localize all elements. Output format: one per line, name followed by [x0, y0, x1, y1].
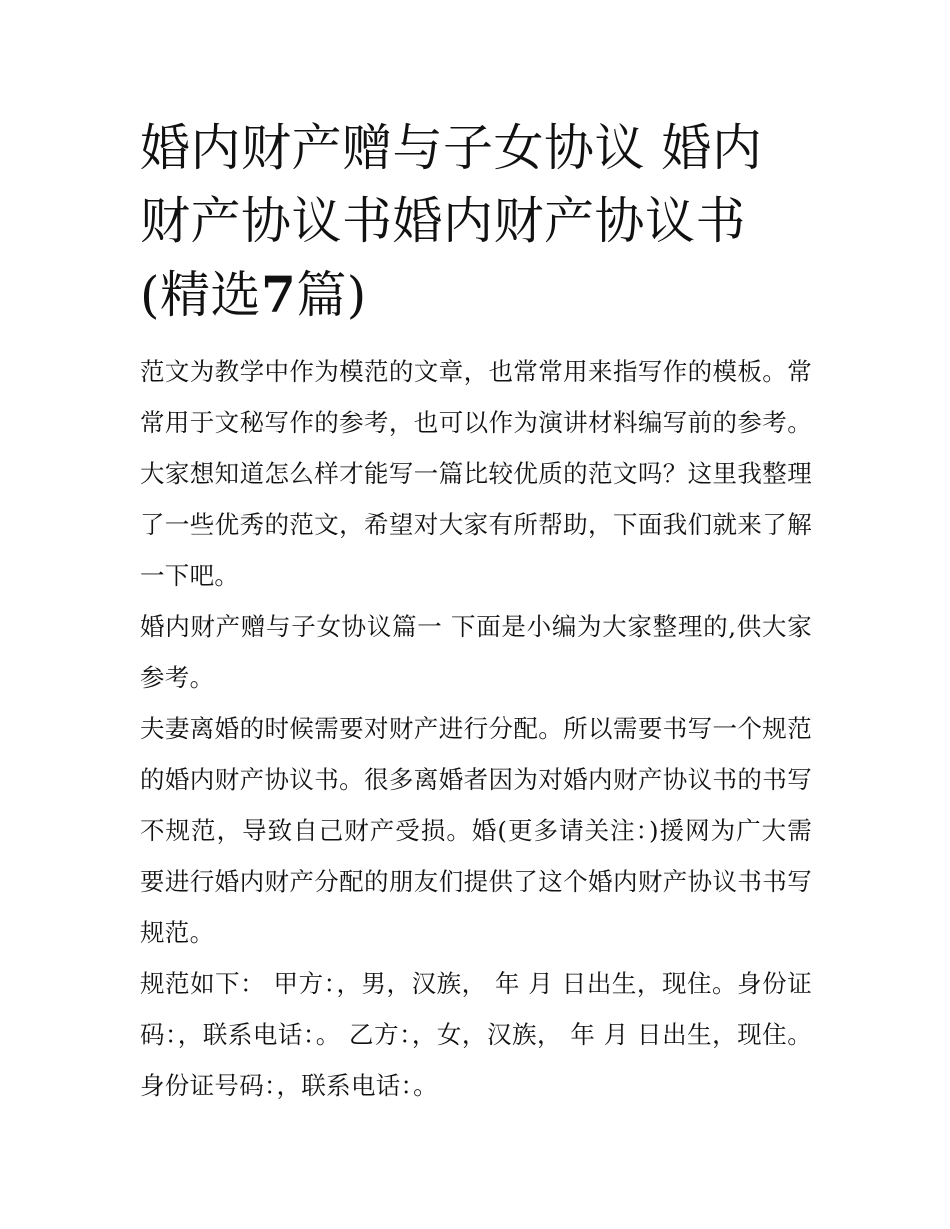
specification-paragraph: 规范如下： 甲方：，男，汉族， 年 月 日出生，现住。身份证码：，联系电话：。 乙方：，女，汉族， 年 月 日出生，现住。身份证号码：，联系电话：。 — [140, 969, 812, 1100]
section-one-heading-paragraph: 婚内财产赠与子女协议篇一 下面是小编为大家整理的,供大家参考。 — [140, 612, 812, 692]
document-page — [140, 112, 812, 1111]
title-number: 7 — [261, 265, 297, 324]
body-paragraph: 夫妻离婚的时候需要对财产进行分配。所以需要书写一个规范的婚内财产协议书。很多离婚者因为对婚内财产协议书的书写不规范，导致自己财产受损。婚(更多请关注：)援网为广大需要进行婚内财产分配的朋友们提供了这个婚内财产协议书书写规范。 — [140, 714, 812, 947]
intro-paragraph: 范文为教学中作为模范的文章，也常常用来指写作的模板。常常用于文秘写作的参考，也可以作为演讲材料编写前的参考。大家想知道怎么样才能写一篇比较优质的范文吗？这里我整理了一些优秀的范文，希望对大家有所帮助，下面我们就来了解一下吧。 — [140, 357, 812, 590]
document-title: 婚内财产赠与子女协议 婚内财产协议书婚内财产协议书(精选7篇) — [140, 119, 763, 324]
